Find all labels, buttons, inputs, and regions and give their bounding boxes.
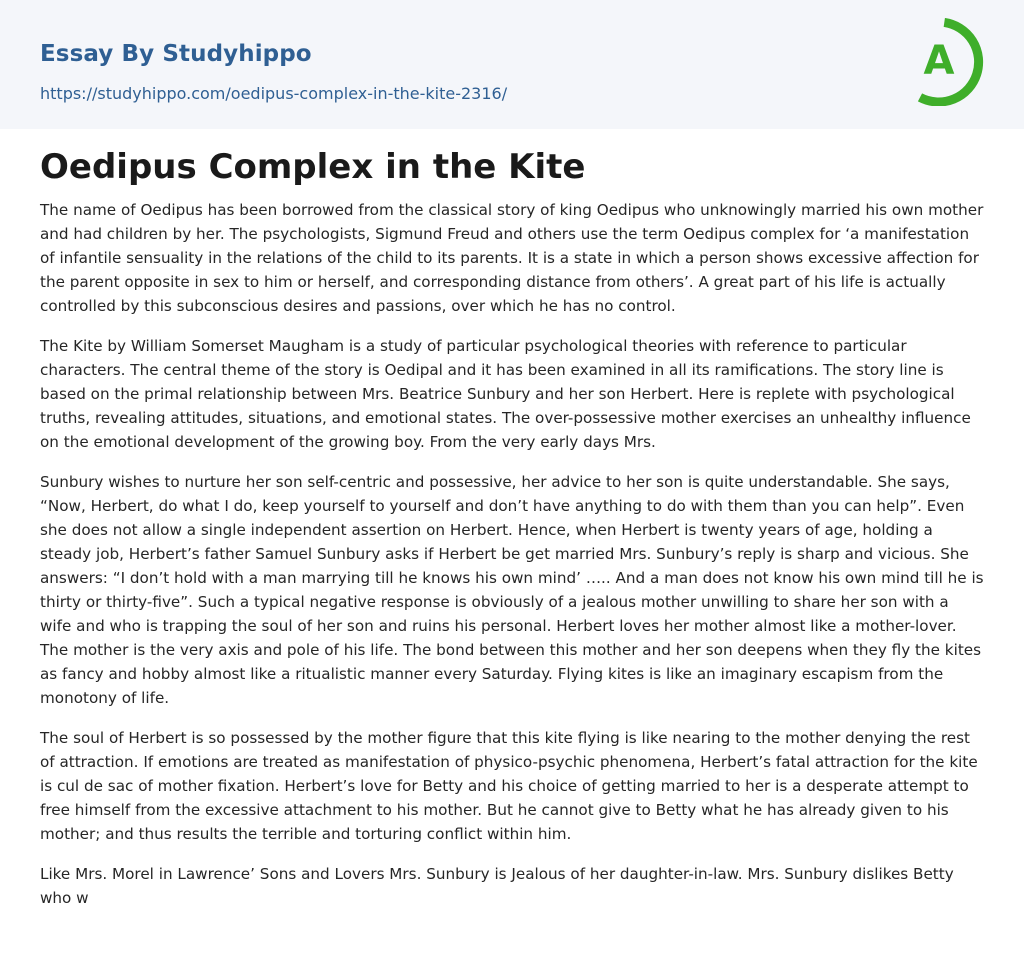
article-paragraph-3: Sunbury wishes to nurture her son self-centric and possessive, her advice to her son is quite understandable. She says, “Now, Herbert, do what I do, keep yourself to yourself and don’t have anything to do with them than you can help”. Even she does not allow a single independent assertion on Herbert. Hence, when Herbert is twenty years of age, holding a steady job, Herbert’s father Samuel Sunbury asks if Herbert be get married Mrs. Sunbury’s reply is sharp and vicious. She answers: “I don’t hold with a man marrying till he knows his own mind’ ….. And a man does not know his own mind till he is thirty or thirty-five”. Such a typical negative response is obviously of a jealous mother unwilling to share her son with a wife and who is trapping the soul of her son and ruins his personal. Herbert loves her mother almost like a mother-lover. The mother is the very axis and pole of his life. The bond between this mother and her son deepens when they fly the kites as fancy and hobby almost like a ritualistic manner every Saturday. Flying kites is like an imaginary escapism from the monotony of life.	[40, 473, 984, 707]
site-header	[0, 0, 1024, 129]
article-title: Oedipus Complex in the Kite	[40, 147, 586, 187]
logo-letter: A	[923, 38, 955, 84]
article-paragraph-2: The Kite by William Somerset Maugham is a study of particular psychological theories with reference to particular characters. The central theme of the story is Oedipal and it has been examined in all its ramifications. The story line is based on the primal relationship between Mrs. Beatrice Sunbury and her son Herbert. Here is replete with psychological truths, revealing attitudes, situations, and emotional states. The over-possessive mother exercises an unhealthy influence on the emotional development of the growing boy. From the very early days Mrs.	[40, 337, 971, 451]
brand-title[interactable]: Essay By Studyhippo	[40, 41, 312, 67]
article-paragraph-5: Like Mrs. Morel in Lawrence’ Sons and Lovers Mrs. Sunbury is Jealous of her daughter-in-law. Mrs. Sunbury dislikes Betty who w	[40, 865, 954, 907]
article-paragraph-4: The soul of Herbert is so possessed by the mother figure that this kite flying is like nearing to the mother denying the rest of attraction. If emotions are treated as manifestation of physico-psychic phenomena, Herbert’s fatal attraction for the kite is cul de sac of mother fixation. Herbert’s love for Betty and his choice of getting married to her is a desperate attempt to free himself from the excessive attachment to his mother. But he cannot give to Betty what he has already given to his mother; and thus results the terrible and torturing conflict within him.	[40, 729, 978, 843]
article-url-link[interactable]: https://studyhippo.com/oedipus-complex-in-the-kite-2316/	[40, 84, 508, 103]
article	[40, 144, 984, 926]
article-paragraph-1: The name of Oedipus has been borrowed from the classical story of king Oedipus who unknowingly married his own mother and had children by her. The psychologists, Sigmund Freud and others use the term Oedipus complex for ‘a manifestation of infantile sensuality in the relations of the child to its parents. It is a state in which a person shows excessive affection for the parent opposite in sex to him or herself, and corresponding distance from others’. A great part of his life is actually controlled by this subconscious desires and passions, over which he has no control.	[40, 201, 984, 315]
studyhippo-logo-icon[interactable]	[912, 18, 988, 106]
